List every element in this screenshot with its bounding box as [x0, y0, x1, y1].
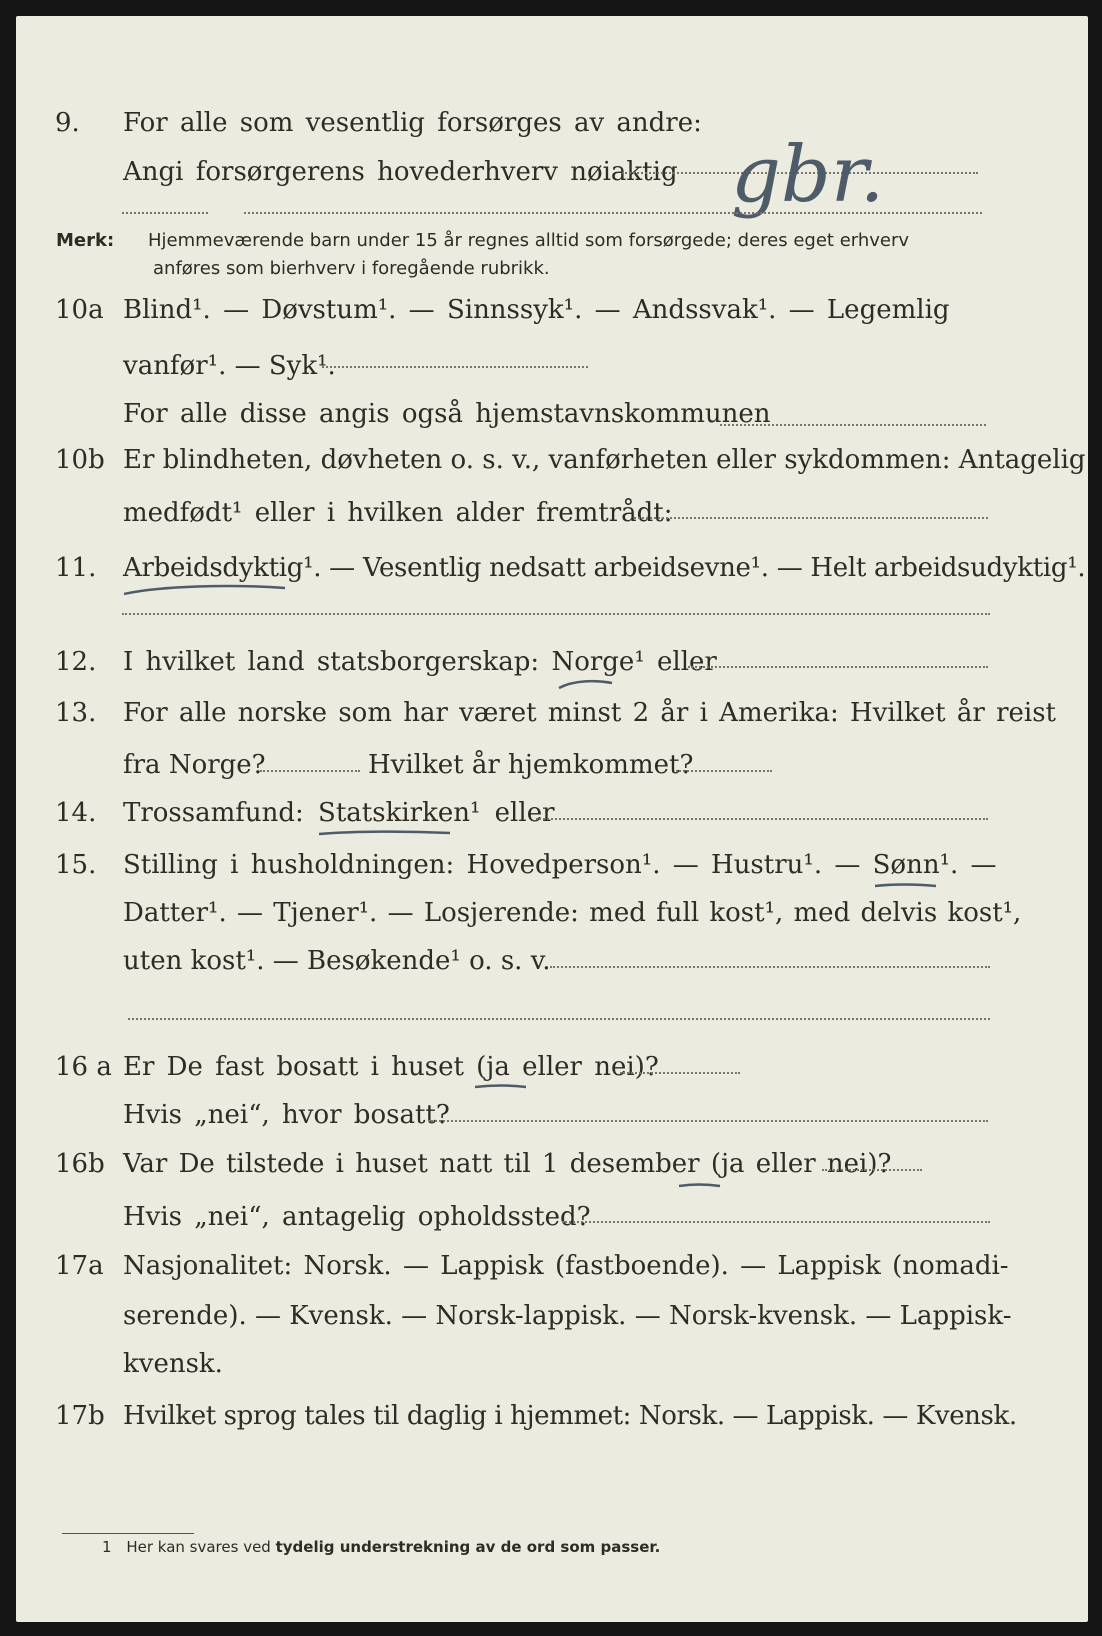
underline-statskirken [316, 826, 456, 842]
q15-text-1: Stilling i husholdningen: Hovedperson¹. — Hustru¹. — Sønn¹. — [123, 850, 997, 880]
merk-label: Merk: [56, 230, 115, 251]
q12-number: 12. [55, 647, 97, 677]
q10b-text-2: medfødt¹ eller i hvilken alder fremtrådt: [123, 498, 673, 528]
underline-sonn [872, 878, 942, 894]
handwriting-gbr [721, 121, 931, 231]
q16a-text-1: Er De fast bosatt i huset (ja eller nei)? [123, 1052, 659, 1082]
hjemstavnskommune-field[interactable] [720, 424, 986, 426]
q17a-text-2: serende). — Kvensk. — Norsk-lappisk. — Norsk-kvensk. — Lappisk- [123, 1301, 1012, 1331]
q17a-text-3: kvensk. [123, 1349, 223, 1379]
q17a-text-1: Nasjonalitet: Norsk. — Lappisk (fastboende). — Lappisk (nomadi- [123, 1251, 1009, 1281]
q15-text-2: Datter¹. — Tjener¹. — Losjerende: med full kost¹, med delvis kost¹, [123, 898, 1022, 928]
q10a-number: 10a [55, 295, 104, 325]
q17b-number: 17b [55, 1401, 105, 1431]
merk-text-2: anføres som bierhverv i foregående rubrikk. [153, 258, 550, 279]
q10a-syk-field[interactable] [322, 366, 588, 368]
q13-text-1: For alle norske som har været minst 2 år i Amerika: Hvilket år reist [123, 698, 1056, 728]
q13-text-2a: fra Norge? [123, 750, 266, 780]
footnote-text: Her kan svares ved [126, 1538, 271, 1556]
q17a-number: 17a [55, 1251, 104, 1281]
q15-text-3: uten kost¹. — Besøkende¹ o. s. v. [123, 946, 551, 976]
underline-norge [556, 676, 616, 694]
q10b-number: 10b [55, 445, 105, 475]
q12-text-1: I hvilket land statsborgerskap: Norge¹ eller [123, 647, 717, 677]
q9-number: 9. [55, 108, 80, 138]
underline-ja-16a [472, 1079, 532, 1095]
footnote-divider [62, 1533, 194, 1534]
q13-hjemkommet-field[interactable] [676, 770, 772, 772]
q14-eller-field[interactable] [536, 818, 988, 820]
merk-text-1: Hjemmeværende barn under 15 år regnes alltid som forsørgede; deres eget erhverv [148, 230, 910, 251]
q9-extra-line-b[interactable] [244, 212, 982, 214]
q16b-number: 16b [55, 1149, 105, 1179]
q11-extra-line[interactable] [122, 613, 990, 615]
footnote-bold-text: tydelig understrekning av de ord som passer. [275, 1538, 661, 1556]
q14-text-1: Trossamfund: Statskirken¹ eller [123, 798, 555, 828]
q9-extra-line-a[interactable] [122, 212, 208, 214]
q13-reist-field[interactable] [260, 770, 360, 772]
q10a-text-1: Blind¹. — Døvstum¹. — Sinnssyk¹. — Andssvak¹. — Legemlig [123, 295, 950, 325]
q16b-opholdssted-field[interactable] [562, 1221, 990, 1223]
q16a-number: 16 a [55, 1052, 112, 1082]
q11-text-1: Arbeidsdyktig¹. — Vesentlig nedsatt arbeidsevne¹. — Helt arbeidsudyktig¹. [123, 553, 1086, 583]
q16a-bosatt-field[interactable] [428, 1120, 988, 1122]
q15-answer-field[interactable] [550, 966, 990, 968]
q11-number: 11. [55, 553, 97, 583]
q9-text-2: Angi forsørgerens hovederhverv nøiaktig [123, 157, 678, 187]
q10b-text-1: Er blindheten, døvheten o. s. v., vanførheten eller sykdommen: Antagelig [123, 445, 1086, 475]
q16b-text-2: Hvis „nei“, antagelig opholdssted? [123, 1202, 591, 1232]
q16a-answer-field[interactable] [620, 1072, 740, 1074]
q9-text-1: For alle som vesentlig forsørges av andre: [123, 108, 702, 138]
q10a-text-2: vanfør¹. — Syk¹. [123, 351, 336, 381]
q12-eller-field[interactable] [688, 666, 988, 668]
footnote-mark: 1 [102, 1538, 112, 1556]
census-form-page [16, 16, 1088, 1622]
q14-number: 14. [55, 798, 97, 828]
footnote [102, 1538, 660, 1556]
q16b-answer-field[interactable] [822, 1169, 922, 1171]
q13-number: 13. [55, 698, 97, 728]
q10a-text-3: For alle disse angis også hjemstavnskommunen [123, 399, 771, 429]
underline-arbeidsdyktig [120, 580, 290, 602]
handwriting-gbr-text: gbr. [731, 130, 885, 220]
q16b-text-1: Var De tilstede i huset natt til 1 desember (ja eller nei)? [123, 1149, 892, 1179]
q16a-text-2: Hvis „nei“, hvor bosatt? [123, 1100, 450, 1130]
q10b-alder-field[interactable] [634, 517, 988, 519]
q13-text-2b: Hvilket år hjemkommet? [368, 750, 694, 780]
q15-extra-line[interactable] [128, 1018, 990, 1020]
q15-number: 15. [55, 850, 97, 880]
q17b-text-1: Hvilket sprog tales til daglig i hjemmet: Norsk. — Lappisk. — Kvensk. [123, 1401, 1017, 1431]
underline-ja-16b [676, 1178, 726, 1194]
